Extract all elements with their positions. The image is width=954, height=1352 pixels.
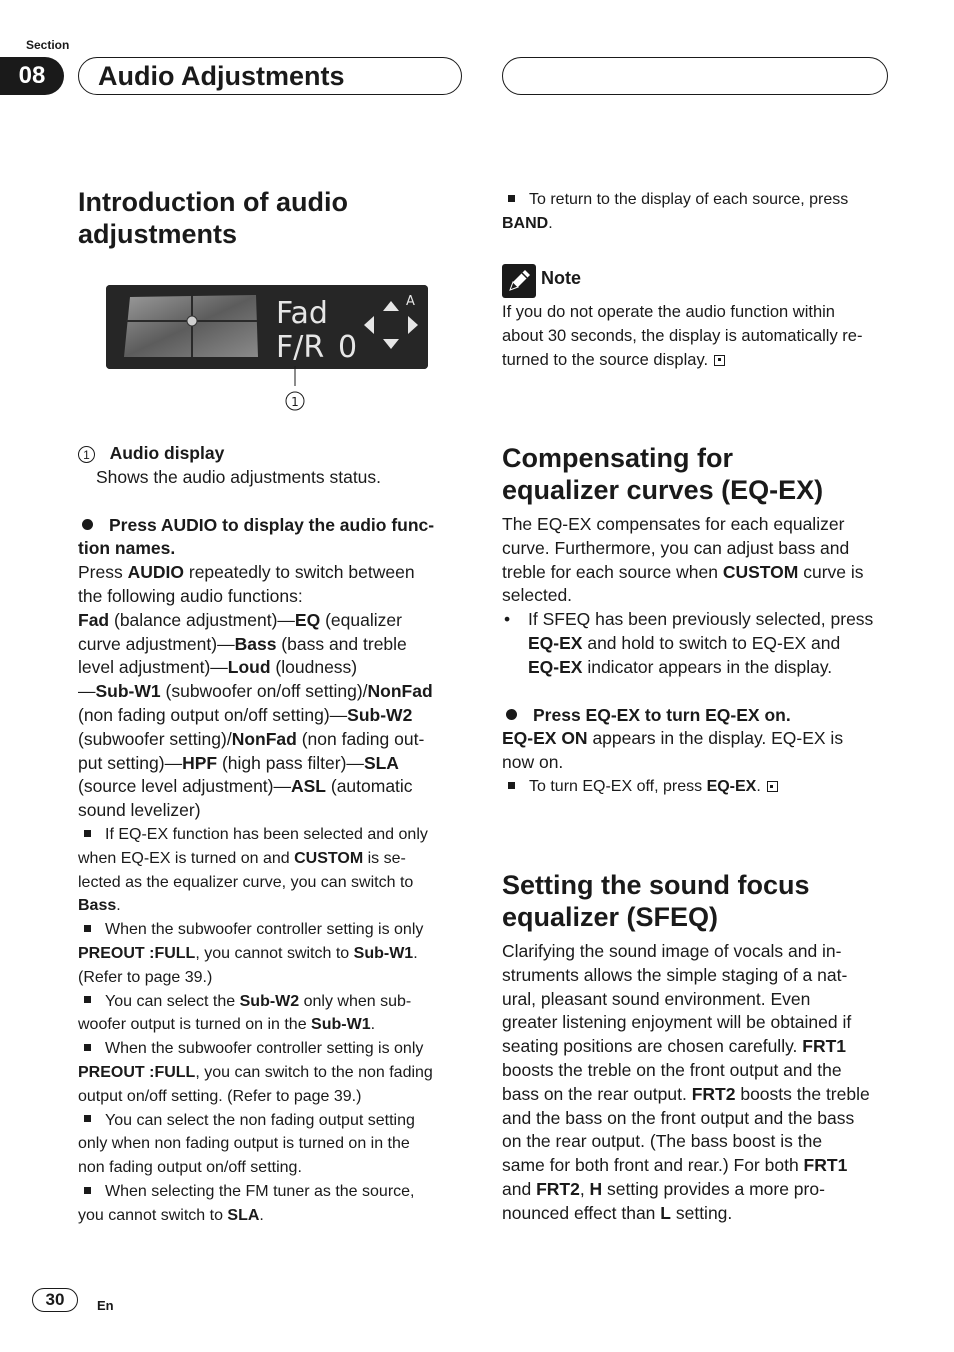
legend-number: 1 bbox=[78, 446, 95, 463]
note-body: If you do not operate the audio function within about 30 seconds, the display is automatically re- turned to the source display. bbox=[502, 303, 863, 369]
intro-paragraph: Press AUDIO repeatedly to switch between the following audio functions: Fad (balance adjustment)—EQ (equalizer curve adjustment)—Bass (bass and treble level adjustment)—Loud (loudness) —Sub-W1 (subwoofer on/off setting)/NonFad (non fading output on/off setting)—Sub-W2 (subwoofer setting)/NonFad (non fading out- put setting)—HPF (high pass filter)—SLA (source level adjustment)—ASL (automatic sound levelizer) bbox=[78, 562, 433, 821]
audio-display-graphic bbox=[106, 285, 428, 369]
intro-heading bbox=[78, 186, 462, 250]
step-bullet-icon bbox=[82, 519, 93, 530]
end-mark-icon bbox=[714, 355, 725, 366]
section-label: Section bbox=[26, 38, 70, 52]
step-bullet-icon bbox=[506, 709, 517, 720]
note-title: Note bbox=[541, 268, 581, 288]
eqex-step: Press EQ-EX to turn EQ-EX on. bbox=[502, 704, 890, 728]
note-square-icon bbox=[84, 996, 91, 1003]
sfeq-body: Clarifying the sound image of vocals and in- struments allows the simple staging of a nat- ural, pleasant sound environment. Even greater listening enjoyment will be obtained if seating positions are chosen carefully. FRT1 boosts the treble on the front output and the bass on the rear output. FRT2 boosts the treble and the bass on the front output and the bass on the rear output. (The bass boost is the same for both front and rear.) For both FRT1 and FRT2, H setting provides a more pro- nounced effect than L setting. bbox=[502, 941, 870, 1223]
sfeq-heading: Setting the sound focus equalizer (SFEQ) bbox=[502, 870, 810, 932]
intro-body: 1 Audio display Shows the audio adjustments status. Press AUDIO to display the audio func- tion names. Press AUDIO repeatedly to switch between the following audio functions: Fad (balance adjustment)—EQ (equalizer curve adjustment)—Bass (bass and treble level adjustment)—Loud (loudness) —Sub-W1 (subwoofer on/off setting)/NonFad (non fading output on/off setting)—Sub-W2 (subwoofer setting)/NonFad (non fading out- put setting)—HPF (high pass filter)—SLA (source level adjustment)—ASL (automatic sound levelizer) If EQ-EX function has been selected and only when EQ-EX is turned on and CUSTOM is se- lected as the equalizer curve, you can switch to Bass. When the subwoofer controller setting is only PREOUT :FULL, you cannot switch to Sub-W1. (Refer to page 39.) You can select the Sub-W2 only when sub- woofer output is turned on in the Sub-W1. When the subwoofer controller setting is only PREOUT :FULL, you can switch to the non fading output on/off setting. (Refer to page 39.) You can select the non fading output setting only when non fading output is turned on in the non fading output on/off setting. When selecting the FM tuner as the source, you cannot switch to SLA. bbox=[78, 442, 462, 1228]
note-square-icon bbox=[84, 1115, 91, 1122]
display-callout-number: 1 bbox=[291, 395, 299, 409]
display-corner-mark: A bbox=[406, 294, 415, 309]
eqex-heading: Compensating for equalizer curves (EQ-EX) bbox=[502, 443, 824, 505]
note-square-icon bbox=[84, 830, 91, 837]
legend-title: Audio display bbox=[109, 443, 225, 463]
page-number: 30 bbox=[32, 1288, 78, 1312]
note-square-icon bbox=[508, 782, 515, 789]
section-number: 08 bbox=[0, 57, 64, 95]
display-line2-label: F/R bbox=[276, 330, 325, 365]
end-mark-icon bbox=[767, 781, 778, 792]
intro-heading-line1: Introduction of audio bbox=[78, 187, 348, 217]
note-square-icon bbox=[508, 195, 515, 202]
header-right-frame bbox=[502, 57, 888, 95]
legend-description: Shows the audio adjustments status. bbox=[96, 466, 382, 487]
display-callout bbox=[280, 366, 310, 414]
eqex-body: The EQ-EX compensates for each equalizer curve. Furthermore, you can adjust bass and treble for each source when CUSTOM curve is selected. • If SFEQ has been previously selected, press EQ-EX and hold to switch to EQ-EX and EQ-EX indicator appears in the display. Press EQ-EX to turn EQ-EX on. EQ-EX ON appears in the display. EQ-EX is now on. To turn EQ-EX off, press EQ-EX. bbox=[502, 513, 890, 799]
intro-heading-line2: adjustments bbox=[78, 219, 238, 249]
legend-title-row bbox=[78, 442, 462, 466]
note-square-icon bbox=[84, 1187, 91, 1194]
display-line1: Fad bbox=[276, 296, 328, 331]
section-title: Audio Adjustments bbox=[98, 61, 345, 91]
intro-step: Press AUDIO to display the audio func- bbox=[78, 514, 462, 538]
note-pencil-icon bbox=[502, 264, 536, 298]
note-square-icon bbox=[84, 1044, 91, 1051]
bullet-icon: • bbox=[504, 609, 511, 630]
audio-display-illustration bbox=[106, 285, 428, 369]
intro-notes: If EQ-EX function has been selected and only when EQ-EX is turned on and CUSTOM is se- lected as the equalizer curve, you can switch to Bass. When the subwoofer controller setting is only PREOUT :FULL, you cannot switch to Sub-W1. (Refer to page 39.) You can select the Sub-W2 only when sub- woofer output is turned on in the Sub-W1. When the subwoofer controller setting is only PREOUT :FULL, you can switch to the non fading output on/off setting. (Refer to page 39.) You can select the non fading output setting only when non fading output is turned on in the non fading output on/off setting. When selecting the FM tuner as the source, you cannot switch to SLA. bbox=[78, 825, 433, 1224]
eqex-bullet: • If SFEQ has been previously selected, press EQ-EX and hold to switch to EQ-EX and EQ-EX indicator appears in the display. bbox=[504, 609, 874, 677]
note-square-icon bbox=[84, 925, 91, 932]
display-line2-value: 0 bbox=[338, 330, 358, 365]
eqex-off-note: To turn EQ-EX off, press EQ-EX. bbox=[502, 775, 890, 799]
return-note: To return to the display of each source, press BAND. bbox=[502, 191, 849, 232]
language-code: En bbox=[97, 1298, 114, 1313]
